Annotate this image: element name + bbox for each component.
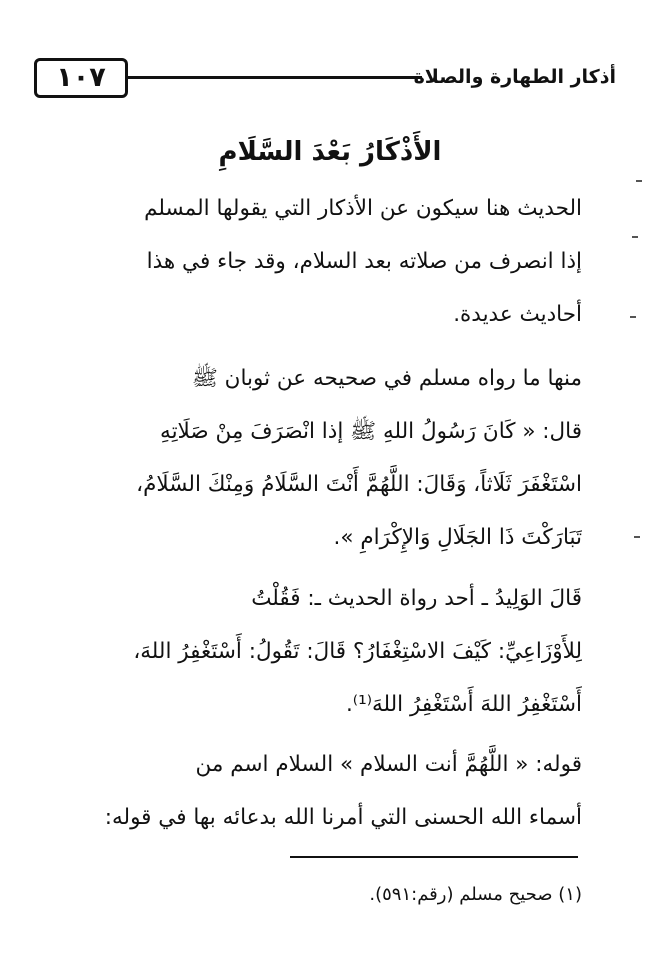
text-line: قال: « كَانَ رَسُولُ اللهِ ﷺ إذا انْصَرَفَ مِنْ صَلَاتِهِ <box>160 419 582 444</box>
text-line: قوله: « اللَّهُمَّ أنت السلام » السلام اسم من <box>195 752 582 777</box>
margin-mark <box>630 316 636 318</box>
page-number: ١٠٧ <box>34 58 128 98</box>
footnote: (١) صحيح مسلم (رقم:٥٩١). <box>369 884 582 905</box>
text-line: تَبَارَكْتَ ذَا الجَلَالِ وَالإِكْرَامِ ». <box>333 525 582 550</box>
page-header <box>34 58 616 102</box>
text-line: أسماء الله الحسنى التي أمرنا الله بدعائه بها في قوله: <box>104 805 582 830</box>
text-line: منها ما رواه مسلم في صحيحه عن ثوبان ﷺ <box>191 366 582 391</box>
paragraph-intro <box>34 182 582 341</box>
text-line: لِلأَوْزَاعِيِّ: كَيْفَ الاسْتِغْفَارُ؟ قَالَ: تَقُولُ: أَسْتَغْفِرُ اللهَ، <box>133 639 582 664</box>
text-line: الحديث هنا سيكون عن الأذكار التي يقولها المسلم <box>144 196 582 221</box>
margin-mark <box>634 536 640 538</box>
text-line: أَسْتَغْفِرُ اللهَ أَسْتَغْفِرُ اللهَ⁽¹⁾. <box>345 692 582 717</box>
margin-mark <box>632 236 638 238</box>
paragraph-hadith <box>34 352 582 564</box>
paragraph-walid <box>34 572 582 731</box>
section-title: الأَذْكَارُ بَعْدَ السَّلَامِ <box>218 137 442 167</box>
header-rule <box>128 76 422 79</box>
text-line: قَالَ الوَلِيدُ ـ أحد رواة الحديث ـ: فَقُلْتُ <box>251 586 582 611</box>
margin-mark <box>636 180 642 182</box>
text-line: أحاديث عديدة. <box>453 302 582 327</box>
running-title: أذكار الطهارة والصلاة <box>413 66 616 88</box>
footnote-separator <box>290 856 578 858</box>
text-line: اسْتَغْفَرَ ثَلَاثاً، وَقَالَ: اللَّهُمَّ أَنْتَ السَّلَامُ وَمِنْكَ السَّلَامُ، <box>136 472 582 497</box>
text-line: إذا انصرف من صلاته بعد السلام، وقد جاء في هذا <box>146 249 582 274</box>
paragraph-commentary <box>34 738 582 844</box>
